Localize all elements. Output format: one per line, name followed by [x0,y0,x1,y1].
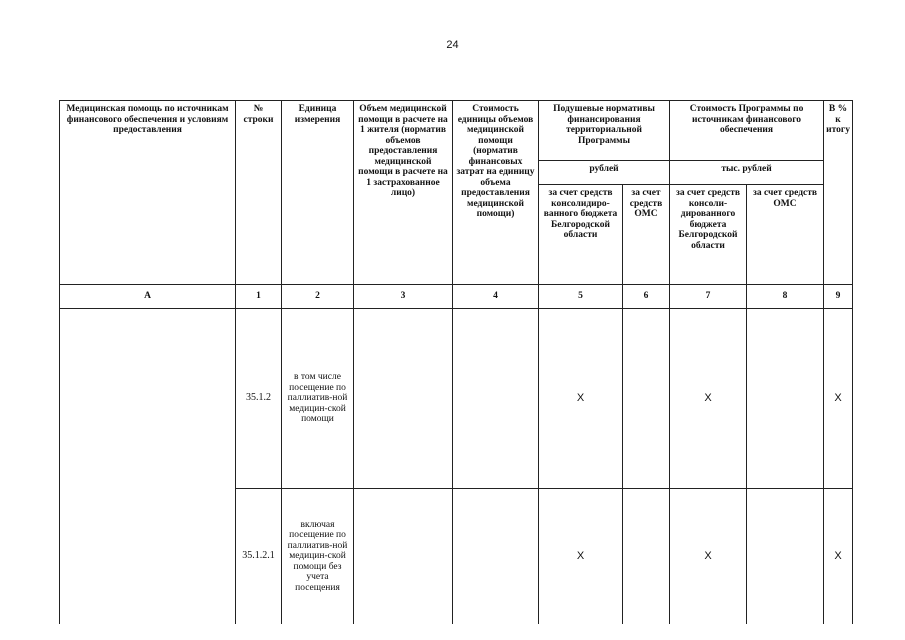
header-col-a: Медицинская помощь по источникам финансового обеспечения и условиям предоставления [60,101,236,285]
row-unit: в том числе посещение по паллиатив-ной медицин-ской помощи [282,309,354,489]
header-col-7: за счет средств консоли-дированного бюджета Белгородской области [670,185,747,285]
row-col-5: X [539,309,623,489]
header-col-4: Стоимость единицы объемов медицинской помощи (норматив финансовых затрат на единицу объема предоставления медицинской помощи) [453,101,539,285]
index-4: 4 [453,285,539,309]
row-col-3 [354,309,453,489]
row-label-cell [60,309,236,624]
row-code: 35.1.2.1 [236,489,282,624]
row-col-3 [354,489,453,624]
header-col-7-8: Стоимость Программы по источникам финансового обеспечения [670,101,824,161]
index-2: 2 [282,285,354,309]
page-number: 24 [446,39,459,51]
index-7: 7 [670,285,747,309]
header-col-5-6: Подушевые нормативы финансирования территориальной Программы [539,101,670,161]
header-col-6: за счет средств ОМС [623,185,670,285]
header-unit-thousand-rubles: тыс. рублей [670,161,824,185]
row-col-8 [747,309,824,489]
index-5: 5 [539,285,623,309]
table-row [60,309,853,489]
row-col-4 [453,309,539,489]
index-8: 8 [747,285,824,309]
header-col-3: Объем медицинской помощи в расчете на 1 жителя (норматив объемов предоставления медицинской помощи в расчете на 1 застрахованное лицо) [354,101,453,285]
index-9: 9 [824,285,853,309]
row-col-7: X [670,309,747,489]
header-col-5: за счет средств консолидиро-ванного бюджета Белгородской области [539,185,623,285]
row-unit: включая посещение по паллиатив-ной медицин-ской помощи без учета посещения [282,489,354,624]
index-a: А [60,285,236,309]
row-col-4 [453,489,539,624]
header-col-1: № строки [236,101,282,285]
header-col-2: Единица измерения [282,101,354,285]
row-col-6 [623,309,670,489]
header-col-9: В % к итогу [824,101,853,285]
row-col-9: X [824,489,853,624]
header-col-8: за счет средств ОМС [747,185,824,285]
row-col-6 [623,489,670,624]
row-col-5: X [539,489,623,624]
row-col-8 [747,489,824,624]
header-unit-rubles: рублей [539,161,670,185]
index-3: 3 [354,285,453,309]
row-code: 35.1.2 [236,309,282,489]
index-6: 6 [623,285,670,309]
row-col-9: X [824,309,853,489]
index-1: 1 [236,285,282,309]
row-col-7: X [670,489,747,624]
financing-table [59,100,853,624]
